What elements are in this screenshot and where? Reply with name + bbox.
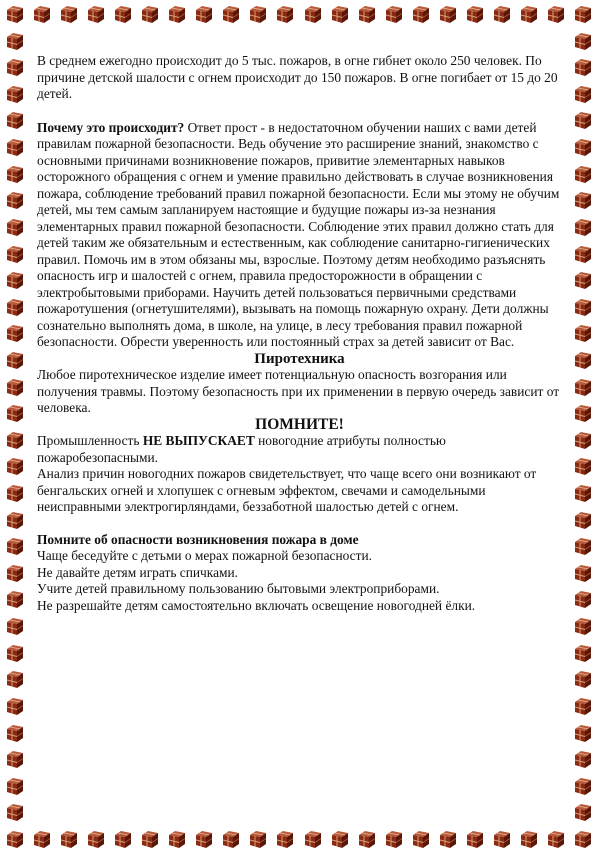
brick-box-icon — [5, 190, 25, 210]
brick-box-icon — [573, 31, 593, 51]
brick-box-icon — [32, 829, 52, 849]
brick-box-icon — [5, 244, 25, 264]
brick-box-icon — [221, 829, 241, 849]
brick-box-icon — [5, 749, 25, 769]
brick-box-icon — [492, 829, 512, 849]
brick-box-icon — [573, 749, 593, 769]
brick-box-icon — [5, 456, 25, 476]
brick-box-icon — [438, 4, 458, 24]
brick-box-icon — [221, 4, 241, 24]
brick-box-icon — [194, 829, 214, 849]
brick-box-icon — [573, 510, 593, 530]
brick-box-icon — [573, 483, 593, 503]
brick-box-icon — [5, 4, 25, 24]
brick-box-icon — [5, 589, 25, 609]
brick-box-icon — [573, 723, 593, 743]
brick-box-icon — [5, 297, 25, 317]
brick-box-icon — [248, 4, 268, 24]
brick-box-icon — [5, 536, 25, 556]
brick-box-icon — [86, 829, 106, 849]
brick-box-icon — [573, 616, 593, 636]
brick-box-icon — [5, 776, 25, 796]
brick-box-icon — [573, 696, 593, 716]
brick-box-icon — [275, 4, 295, 24]
brick-box-icon — [519, 4, 539, 24]
brick-box-icon — [5, 643, 25, 663]
brick-box-icon — [573, 776, 593, 796]
brick-box-icon — [330, 829, 350, 849]
brick-box-icon — [5, 217, 25, 237]
brick-box-icon — [573, 456, 593, 476]
brick-box-icon — [573, 164, 593, 184]
brick-box-icon — [573, 137, 593, 157]
brick-box-icon — [5, 164, 25, 184]
brick-box-icon — [5, 669, 25, 689]
brick-box-icon — [5, 323, 25, 343]
brick-box-icon — [438, 829, 458, 849]
industry-paragraph — [37, 433, 562, 466]
brick-box-icon — [384, 4, 404, 24]
analysis-paragraph: Анализ причин новогодних пожаров свидетельствует, что чаще всего они возникают от бенгальских огней и хлопушек с огневым эффектом, свечами и самодельными неисправными электрогирляндами, беззаботной шалостью детей с огнем. — [37, 466, 537, 514]
brick-box-icon — [113, 4, 133, 24]
brick-box-icon — [5, 137, 25, 157]
brick-box-icon — [573, 4, 593, 24]
why-lead: Почему это происходит? — [37, 119, 185, 135]
brick-box-icon — [573, 643, 593, 663]
brick-box-icon — [5, 110, 25, 130]
brick-box-icon — [59, 829, 79, 849]
intro-paragraph: В среднем ежегодно происходит до 5 тыс. пожаров, в огне гибнет около 250 человек. По причине детской шалости с огнем происходит до 150 пожаров. В огне погибает от 15 до 20 детей. — [37, 53, 558, 101]
brick-box-icon — [303, 829, 323, 849]
brick-box-icon — [5, 84, 25, 104]
brick-box-icon — [59, 4, 79, 24]
brick-box-icon — [546, 829, 566, 849]
brick-box-icon — [573, 802, 593, 822]
brick-box-icon — [248, 829, 268, 849]
brick-box-icon — [573, 403, 593, 423]
brick-box-icon — [86, 4, 106, 24]
home-item: Чаще беседуйте с детьми о мерах пожарной безопасности. — [37, 548, 372, 563]
brick-box-icon — [573, 244, 593, 264]
brick-box-icon — [167, 4, 187, 24]
brick-box-icon — [140, 4, 160, 24]
home-heading: Помните об опасности возникновения пожара в доме — [37, 531, 359, 547]
brick-box-icon — [5, 270, 25, 290]
brick-box-icon — [411, 829, 431, 849]
brick-box-icon — [573, 430, 593, 450]
brick-box-icon — [492, 4, 512, 24]
brick-box-icon — [573, 350, 593, 370]
brick-box-icon — [5, 696, 25, 716]
brick-box-icon — [5, 563, 25, 583]
pyro-paragraph: Любое пиротехническое изделие имеет потенциальную опасность возгорания или получения травмы. Поэтому безопасность при их применении в первую очередь зависит от человека. — [37, 367, 560, 415]
brick-box-icon — [5, 829, 25, 849]
home-item: Учите детей правильному пользованию бытовыми электроприборами. — [37, 581, 440, 596]
brick-box-icon — [140, 829, 160, 849]
brick-box-icon — [275, 829, 295, 849]
brick-box-icon — [113, 829, 133, 849]
brick-box-icon — [5, 802, 25, 822]
brick-box-icon — [330, 4, 350, 24]
brick-box-icon — [573, 536, 593, 556]
brick-box-icon — [573, 563, 593, 583]
brick-box-icon — [573, 377, 593, 397]
brick-box-icon — [573, 589, 593, 609]
brick-box-icon — [167, 829, 187, 849]
document-body — [37, 53, 562, 614]
brick-box-icon — [5, 510, 25, 530]
brick-box-icon — [5, 723, 25, 743]
brick-box-icon — [357, 4, 377, 24]
brick-box-icon — [32, 4, 52, 24]
brick-box-icon — [546, 4, 566, 24]
brick-box-icon — [573, 669, 593, 689]
brick-box-icon — [357, 829, 377, 849]
brick-box-icon — [465, 829, 485, 849]
brick-box-icon — [5, 31, 25, 51]
brick-box-icon — [573, 84, 593, 104]
brick-box-icon — [5, 616, 25, 636]
why-paragraph — [37, 120, 562, 351]
remember-heading: ПОМНИТЕ! — [255, 415, 344, 433]
industry-pre: Промышленность — [37, 433, 143, 448]
brick-box-icon — [384, 829, 404, 849]
brick-box-icon — [5, 350, 25, 370]
brick-box-icon — [5, 57, 25, 77]
brick-box-icon — [5, 377, 25, 397]
brick-box-icon — [194, 4, 214, 24]
brick-box-icon — [573, 323, 593, 343]
brick-box-icon — [411, 4, 431, 24]
brick-box-icon — [573, 217, 593, 237]
home-item: Не разрешайте детям самостоятельно включать освещение новогодней ёлки. — [37, 597, 476, 613]
brick-box-icon — [573, 190, 593, 210]
home-item: Не давайте детям играть спичками. — [37, 564, 239, 580]
brick-box-icon — [465, 4, 485, 24]
brick-box-icon — [303, 4, 323, 24]
brick-box-icon — [573, 829, 593, 849]
pyro-heading: Пиротехника — [254, 350, 345, 367]
brick-box-icon — [519, 829, 539, 849]
brick-box-icon — [573, 270, 593, 290]
industry-post: новогодние атрибуты полностью пожаробезопасными. — [37, 433, 446, 465]
industry-bold: НЕ ВЫПУСКАЕТ — [142, 433, 255, 448]
brick-box-icon — [573, 57, 593, 77]
brick-box-icon — [5, 430, 25, 450]
brick-box-icon — [573, 110, 593, 130]
brick-box-icon — [573, 297, 593, 317]
brick-box-icon — [5, 403, 25, 423]
brick-box-icon — [5, 483, 25, 503]
why-text: Ответ прост - в недостаточном обучении наших с вами детей правилам пожарной безопасности. Ведь обучение это расширение знаний, знакомство с основными причинами возникновение пожаров, привитие элементарных навыков осторожного обращения с огнем и умение правильно действовать в случае возникновения пожара, соблюдение требований правил пожарной безопасности. Если мы этому не обучим детей, мы тем самым запланируем настоящие и будущие пожары из-за незнания элементарных правил пожарной безопасности. Соблюдение этих правил должно стать для детей таким же обязательным и естественным, как соблюдение санитарно-гигиенических правил. Помочь им в этом обязаны мы, взрослые. Поэтому детям необходимо разъяснять опасность игр и шалостей с огнем, правила предосторожности в обращении с электробытовыми приборами. Научить детей пользоваться первичными средствами пожаротушения (огнетушителями), вызывать на помощь пожарную охрану. Дети должны сознательно выполнять дома, в школе, на улице, в лесу требования правил пожарной безопасности. Обрести уверенность или постоянный страх за детей зависит от Вас. — [37, 119, 560, 349]
